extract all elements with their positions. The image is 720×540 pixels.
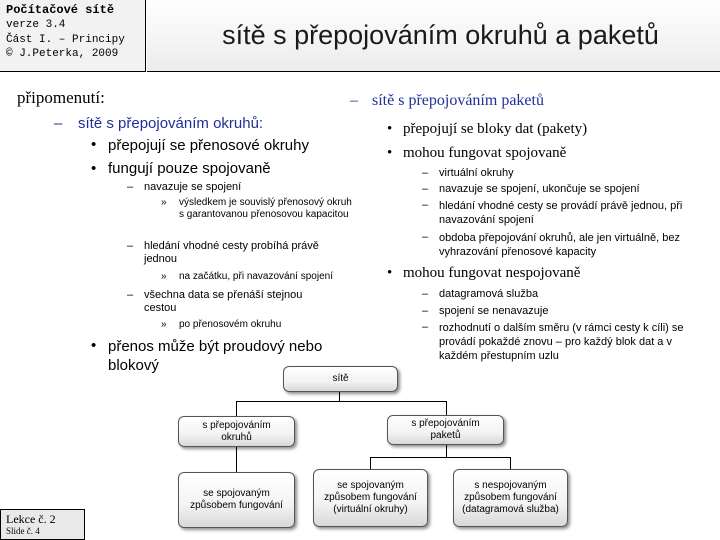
right-item: přepojují se bloky dat (pakety)	[403, 121, 588, 137]
node-networks	[283, 366, 398, 392]
left-item: všechna data se přenáší stejnou cestou	[144, 289, 303, 314]
right-item: hledání vhodné cesty se provádí právě jednou, při navazování spojení	[439, 200, 683, 226]
dash-marker: –	[422, 199, 429, 211]
version-label: verze 3.4	[6, 19, 66, 31]
node-label: se spojovaným způsobem fungování	[190, 488, 283, 511]
left-item: na začátku, při navazování spojení	[179, 271, 333, 282]
node-label: se spojovaným způsobem fungování (virtuální okruhy)	[324, 480, 417, 515]
node-datagram-service	[453, 469, 568, 527]
arrow-marker: »	[161, 319, 167, 330]
left-item: přenos může být proudový nebo blokový	[108, 338, 323, 374]
right-item: mohou fungovat spojovaně	[403, 145, 567, 161]
node-label: sítě	[332, 373, 349, 384]
course-name: Počítačové sítě	[6, 3, 115, 17]
right-item: navazuje se spojení, ukončuje se spojení	[439, 183, 640, 195]
node-virtual-circuits	[313, 469, 428, 527]
node-circuit-connection-oriented	[178, 472, 295, 528]
right-item: datagramová služba	[439, 288, 539, 300]
node-packet-switching	[387, 415, 504, 445]
connector-line	[236, 401, 447, 402]
left-item: výsledkem je souvislý přenosový okruh s garantovanou přenosovou kapacitou	[179, 197, 352, 220]
connector-line	[370, 457, 511, 458]
copyright-label: © J.Peterka, 2009	[6, 48, 119, 60]
node-label: s přepojováním paketů	[411, 418, 480, 441]
dash-marker: –	[127, 240, 134, 252]
left-item: přepojují se přenosové okruhy	[108, 137, 309, 154]
connector-line	[370, 457, 371, 469]
bullet-dot: •	[91, 136, 97, 153]
right-item: spojení se nenavazuje	[439, 305, 549, 317]
right-item: virtuální okruhy	[439, 167, 514, 179]
left-dash-1: –	[54, 115, 63, 132]
connector-line	[510, 457, 511, 469]
connector-line	[236, 401, 237, 416]
dash-marker: –	[422, 321, 429, 333]
remind-label: připomenutí:	[17, 88, 105, 107]
slide-number: Slide č. 4	[6, 526, 40, 536]
dash-marker: –	[422, 288, 429, 300]
left-item: navazuje se spojení	[144, 181, 242, 193]
right-heading: sítě s přepojováním paketů	[372, 92, 544, 109]
right-item: rozhodnutí o dalším směru (v rámci cesty k cíli) se provádí pokaždé znovu – pro každý blok dat a v každém přestupním uzlu	[439, 322, 684, 362]
lecture-box	[0, 509, 85, 540]
dash-marker: –	[422, 231, 429, 243]
node-circuit-switching	[178, 416, 295, 447]
right-dash: –	[350, 92, 358, 109]
left-item: fungují pouze spojovaně	[108, 160, 271, 177]
part-label: Část I. – Principy	[6, 33, 125, 46]
right-item: mohou fungovat nespojovaně	[403, 265, 581, 281]
left-item: po přenosovém okruhu	[179, 319, 282, 330]
left-item: hledání vhodné cesty probíhá právě jednou	[144, 240, 319, 265]
connector-line	[446, 401, 447, 415]
dash-marker: –	[422, 183, 429, 195]
dash-marker: –	[127, 289, 134, 301]
node-label: s nespojovaným způsobem fungování (datagramová služba)	[462, 480, 559, 515]
slide-title: sítě s přepojováním okruhů a paketů	[222, 20, 659, 50]
arrow-marker: »	[161, 271, 167, 282]
bullet-dot: •	[91, 160, 97, 177]
course-info-box	[0, 0, 146, 72]
bullet-dot: •	[91, 337, 97, 354]
title-bar	[147, 0, 720, 72]
connector-line	[236, 447, 237, 472]
bullet-dot: •	[387, 265, 393, 281]
bullet-dot: •	[387, 121, 393, 137]
node-label: s přepojováním okruhů	[202, 419, 271, 443]
dash-marker: –	[127, 181, 134, 193]
lecture-number: Lekce č. 2	[6, 512, 56, 526]
right-item: obdoba přepojování okruhů, ale jen virtuálně, bez vyhrazování přenosové kapacity	[439, 232, 680, 258]
bullet-dot: •	[387, 145, 393, 161]
left-heading: sítě s přepojováním okruhů:	[78, 115, 264, 132]
dash-marker: –	[422, 305, 429, 317]
dash-marker: –	[422, 167, 429, 179]
arrow-marker: »	[161, 197, 167, 208]
